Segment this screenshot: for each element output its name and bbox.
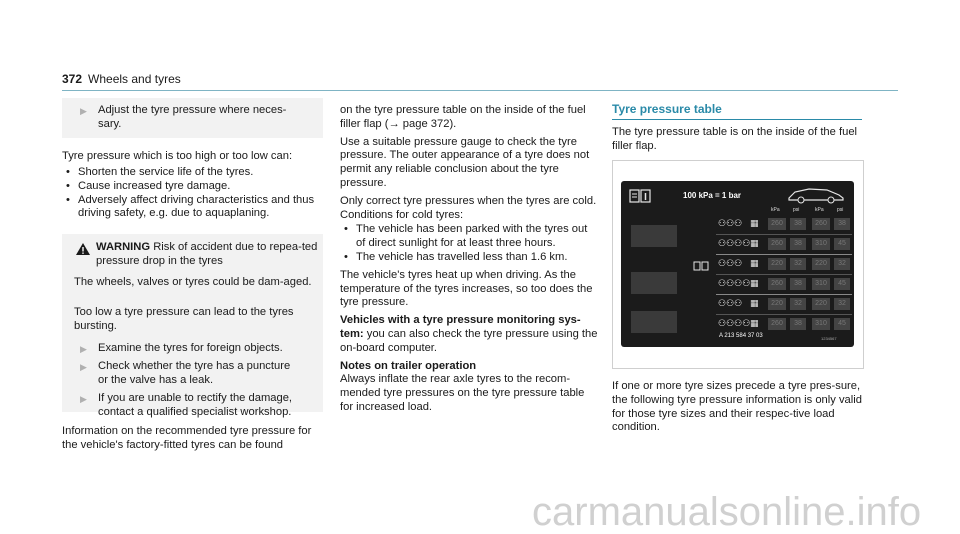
luggage-icon: ▦	[750, 298, 759, 308]
passengers-icon: ⚇⚇⚇	[718, 218, 743, 228]
header-rule	[62, 90, 898, 91]
col-head-psi-2: psi	[837, 207, 844, 213]
step-arrow-icon: ▶	[80, 344, 87, 354]
para-3: Only correct tyre pressures when the tyres are cold. Conditions for cold tyres:	[340, 194, 597, 221]
para-4: The vehicle's tyres heat up when driving. As the temperature of the tyres increases, so too does the tyre pressure.	[340, 268, 593, 309]
tpms-para	[340, 314, 598, 355]
table-cell: 38	[790, 278, 806, 290]
table-cell: 32	[790, 258, 806, 270]
luggage-icon: ▦	[750, 238, 759, 248]
col-head-kpa-2: kPa	[815, 207, 824, 213]
tyre-label-image-frame	[612, 160, 864, 369]
table-cell: 310	[812, 318, 830, 330]
table-row	[716, 295, 852, 315]
after-text: If one or more tyre sizes precede a tyre pres-sure, the following tyre pressure information is only valid for those tyre sizes and their respec-tive load condition.	[612, 380, 862, 434]
table-row	[716, 255, 852, 275]
table-cell: 260	[768, 238, 786, 250]
section-title: Tyre pressure table	[612, 102, 722, 116]
cold-tyre-list	[340, 223, 598, 264]
table-cell: 260	[812, 218, 830, 230]
list-item: • Cause increased tyre damage.	[62, 180, 324, 194]
para-2: Use a suitable pressure gauge to check the tyre pressure. The outer appearance of a tyre does not permit any reliable conclusion about the tyre pressure.	[340, 135, 590, 189]
intro-text: Tyre pressure which is too high or too low can:	[62, 150, 293, 162]
page-header	[62, 72, 181, 86]
section-rule	[612, 119, 862, 120]
watermark: carmanualsonline.info	[532, 490, 922, 534]
col-head-kpa-1: kPa	[771, 207, 780, 213]
step-box-adjust	[62, 98, 323, 138]
car-icon	[785, 186, 847, 204]
step-arrow-icon: ▶	[80, 106, 87, 116]
tpms-text: you can also check the tyre pressure using the on-board computer.	[340, 327, 598, 354]
table-cell: 310	[812, 238, 830, 250]
tyre-size-block	[631, 311, 677, 333]
trailer-text: Always inflate the rear axle tyres to the recom-mended tyre pressures on the tyre pressure table for increased load.	[340, 373, 585, 413]
info-text: Information on the recommended tyre pressure for the vehicle's factory-fitted tyres can be found	[62, 425, 312, 451]
list-item: • The vehicle has travelled less than 1.6 km.	[340, 251, 598, 265]
page-number: 372	[62, 72, 83, 86]
tyre-pressure-label	[621, 181, 854, 347]
pressure-rows	[716, 215, 852, 334]
table-row	[716, 235, 852, 255]
passengers-icon: ⚇⚇⚇⚇	[718, 238, 751, 248]
table-cell: 220	[768, 258, 786, 270]
table-cell: 38	[790, 318, 806, 330]
table-cell: 260	[768, 278, 786, 290]
para-1: on the tyre pressure table on the inside of the fuel filler flap (→ page 372).	[340, 104, 586, 130]
step-examine: Examine the tyres for foreign objects.	[98, 342, 283, 354]
passengers-icon: ⚇⚇⚇	[718, 298, 743, 308]
section-intro: The tyre pressure table is on the inside of the fuel filler flap.	[612, 126, 858, 152]
tyre-size-block	[631, 272, 677, 294]
table-row	[716, 275, 852, 295]
list-item: • The vehicle has been parked with the tyres out of direct sunlight for at least three hours.	[340, 223, 598, 251]
col-head-psi-1: psi	[793, 207, 800, 213]
table-cell: 310	[812, 278, 830, 290]
passengers-icon: ⚇⚇⚇⚇	[718, 318, 751, 328]
table-cell: 220	[768, 298, 786, 310]
table-cell: 45	[834, 278, 850, 290]
passengers-icon: ⚇⚇⚇⚇	[718, 278, 751, 288]
table-cell: 45	[834, 318, 850, 330]
table-cell: 260	[768, 318, 786, 330]
warning-heading	[96, 241, 318, 269]
table-cell: 260	[768, 218, 786, 230]
table-cell: 38	[790, 218, 806, 230]
effects-list	[62, 166, 324, 221]
manual-icon	[629, 189, 651, 203]
page-header-title: Wheels and tyres	[88, 72, 181, 86]
table-cell: 32	[790, 298, 806, 310]
luggage-icon: ▦	[750, 218, 759, 228]
warning-box	[62, 234, 323, 418]
table-cell: 220	[812, 258, 830, 270]
table-cell: 32	[834, 258, 850, 270]
tpms-heading: Vehicles with a tyre pressure monitoring sys-tem:	[340, 314, 581, 340]
step-arrow-icon: ▶	[80, 362, 87, 372]
warning-body-2: Too low a tyre pressure can lead to the tyres bursting.	[74, 306, 294, 332]
list-item: • Adversely affect driving characteristics and thus driving safety, e.g. due to aquaplaning.	[62, 194, 324, 222]
warning-triangle-icon	[76, 243, 90, 255]
warning-body: The wheels, valves or tyres could be dam-aged.	[74, 276, 312, 288]
step-arrow-icon: ▶	[80, 394, 87, 404]
table-cell: 45	[834, 238, 850, 250]
label-ref: 1234567	[821, 336, 837, 341]
list-item: • Shorten the service life of the tyres.	[62, 166, 324, 180]
step-check: Check whether the tyre has a puncture or the valve has a leak.	[98, 360, 291, 386]
table-cell: 38	[790, 238, 806, 250]
column-2	[340, 104, 598, 415]
table-cell: 38	[834, 218, 850, 230]
step-adjust-text: Adjust the tyre pressure where neces- sary.	[98, 104, 287, 130]
step-contact: If you are unable to rectify the damage, contact a qualified specialist workshop.	[98, 392, 293, 418]
luggage-icon: ▦	[750, 318, 759, 328]
passengers-icon: ⚇⚇⚇	[718, 258, 743, 268]
unit-text: 100 kPa = 1 bar	[683, 191, 742, 200]
warning-title: Risk of accident due to repea-ted pressure drop in the tyres	[96, 241, 318, 267]
tyre-size-block	[631, 225, 677, 247]
luggage-icon: ▦	[750, 258, 759, 268]
table-cell: 32	[834, 298, 850, 310]
manual-icon	[693, 261, 709, 271]
table-row	[716, 215, 852, 235]
luggage-icon: ▦	[750, 278, 759, 288]
warning-label: WARNING	[96, 241, 151, 253]
table-cell: 220	[812, 298, 830, 310]
trailer-heading: Notes on trailer operation	[340, 359, 477, 372]
table-row	[716, 315, 852, 334]
label-part-number: A 213 584 37 03	[719, 333, 763, 339]
